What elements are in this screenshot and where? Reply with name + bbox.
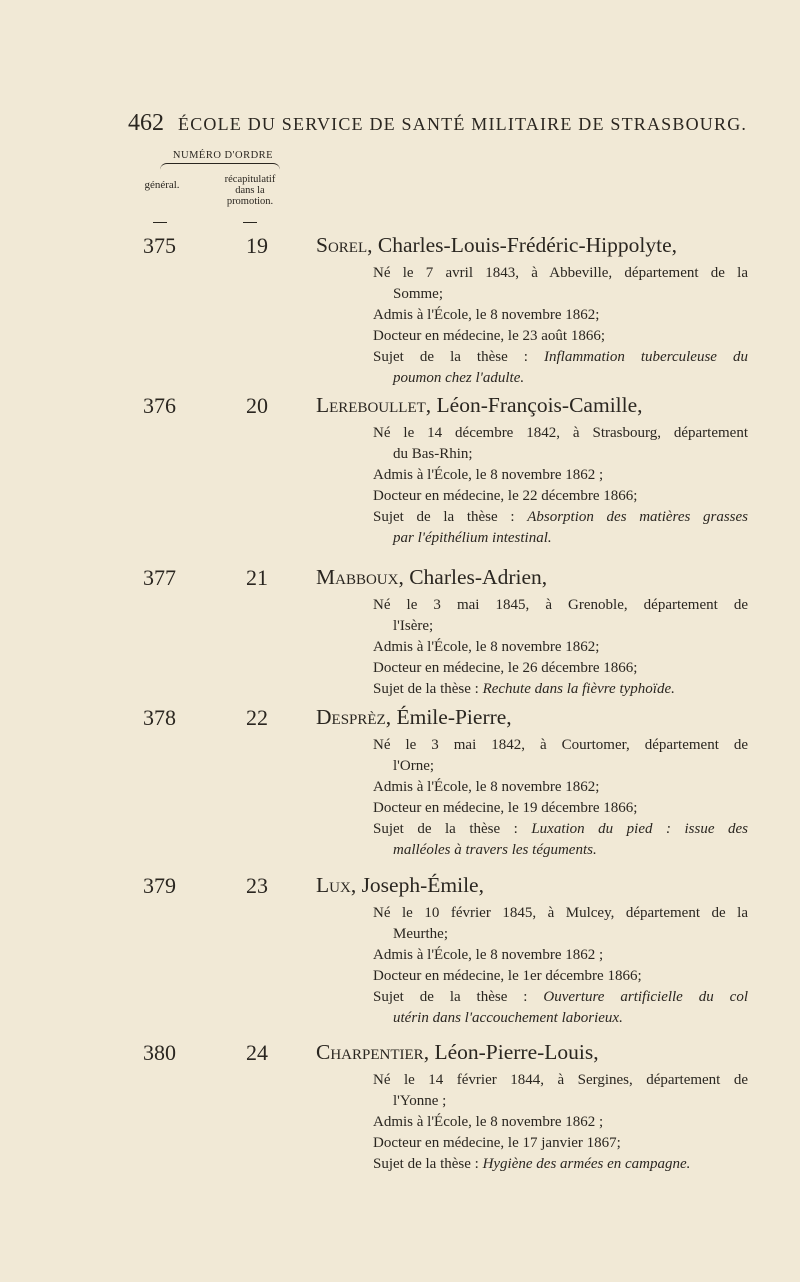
- running-head: [128, 110, 748, 137]
- column-header-numero: NUMÉRO D'ORDRE: [172, 150, 274, 161]
- brace-divider: [160, 163, 280, 170]
- given-names: Léon-Pierre-Louis,: [434, 1040, 599, 1064]
- column-dash-recap: [243, 222, 257, 223]
- promotion-number: 23: [246, 873, 268, 898]
- general-number: 379: [143, 873, 176, 898]
- promotion-number: 20: [246, 393, 268, 418]
- column-header-general: général.: [144, 179, 180, 191]
- entry-details: Né le 10 février 1845, à Mulcey, département de la Meurthe; Admis à l'École, le 8 novembre 1862 ; Docteur en médecine, le 1er décembre 1866; Sujet de la thèse : Ouverture artificielle du col utérin dans l'accouchement laborieux.: [373, 905, 748, 1026]
- given-names: Joseph-Émile,: [361, 873, 484, 897]
- entry-name: Lux, Joseph-Émile,: [316, 873, 484, 897]
- promotion-number: 24: [246, 1040, 268, 1065]
- promotion-number: 19: [246, 233, 268, 258]
- page-number: 462: [128, 110, 164, 136]
- surname: Sorel: [316, 233, 368, 257]
- surname: Charpentier: [316, 1040, 424, 1064]
- entry-details: Né le 14 février 1844, à Sergines, département de l'Yonne ; Admis à l'École, le 8 novembre 1862 ; Docteur en médecine, le 17 janvier 1867; Sujet de la thèse : Hygiène des armées en campagne.: [373, 1072, 748, 1172]
- given-names: Charles-Adrien,: [409, 565, 548, 589]
- column-dash-general: [153, 222, 167, 223]
- entry-details: Né le 3 mai 1845, à Grenoble, département de l'Isère; Admis à l'École, le 8 novembre 1862; Docteur en médecine, le 26 décembre 1866; Sujet de la thèse : Rechute dans la fièvre typhoïde.: [373, 597, 748, 697]
- column-header-recap: récapitulatif dans la promotion.: [224, 174, 276, 207]
- promotion-number: 22: [246, 705, 268, 730]
- surname: Desprèz: [316, 705, 386, 729]
- entry-name: Mabboux, Charles-Adrien,: [316, 565, 548, 589]
- general-number: 377: [143, 565, 176, 590]
- general-number: 376: [143, 393, 176, 418]
- given-names: Léon-François-Camille,: [436, 393, 643, 417]
- general-number: 375: [143, 233, 176, 258]
- general-number: 380: [143, 1040, 176, 1065]
- entry-name: Lereboullet, Léon-François-Camille,: [316, 393, 643, 417]
- page-title: ÉCOLE DU SERVICE DE SANTÉ MILITAIRE DE STRASBOURG.: [178, 114, 748, 134]
- entry-details: Né le 3 mai 1842, à Courtomer, département de l'Orne; Admis à l'École, le 8 novembre 1862; Docteur en médecine, le 19 décembre 1866; Sujet de la thèse : Luxation du pied : issue des malléoles à travers les téguments.: [373, 737, 748, 858]
- entry-details: Né le 7 avril 1843, à Abbeville, département de la Somme; Admis à l'École, le 8 novembre 1862; Docteur en médecine, le 23 août 1866; Sujet de la thèse : Inflammation tuberculeuse du poumon chez l'adulte.: [373, 265, 748, 386]
- surname: Lux: [316, 873, 351, 897]
- given-names: Charles-Louis-Frédéric-Hippolyte,: [377, 233, 677, 257]
- entry-name: Sorel, Charles-Louis-Frédéric-Hippolyte,: [316, 233, 677, 257]
- promotion-number: 21: [246, 565, 268, 590]
- given-names: Émile-Pierre,: [396, 705, 512, 729]
- surname: Lereboullet: [316, 393, 426, 417]
- general-number: 378: [143, 705, 176, 730]
- entry-name: Charpentier, Léon-Pierre-Louis,: [316, 1040, 599, 1064]
- surname: Mabboux: [316, 565, 399, 589]
- entry-details: Né le 14 décembre 1842, à Strasbourg, département du Bas-Rhin; Admis à l'École, le 8 novembre 1862 ; Docteur en médecine, le 22 décembre 1866; Sujet de la thèse : Absorption des matières grasses par l'épithélium intestinal.: [373, 425, 748, 546]
- entry-name: Desprèz, Émile-Pierre,: [316, 705, 512, 729]
